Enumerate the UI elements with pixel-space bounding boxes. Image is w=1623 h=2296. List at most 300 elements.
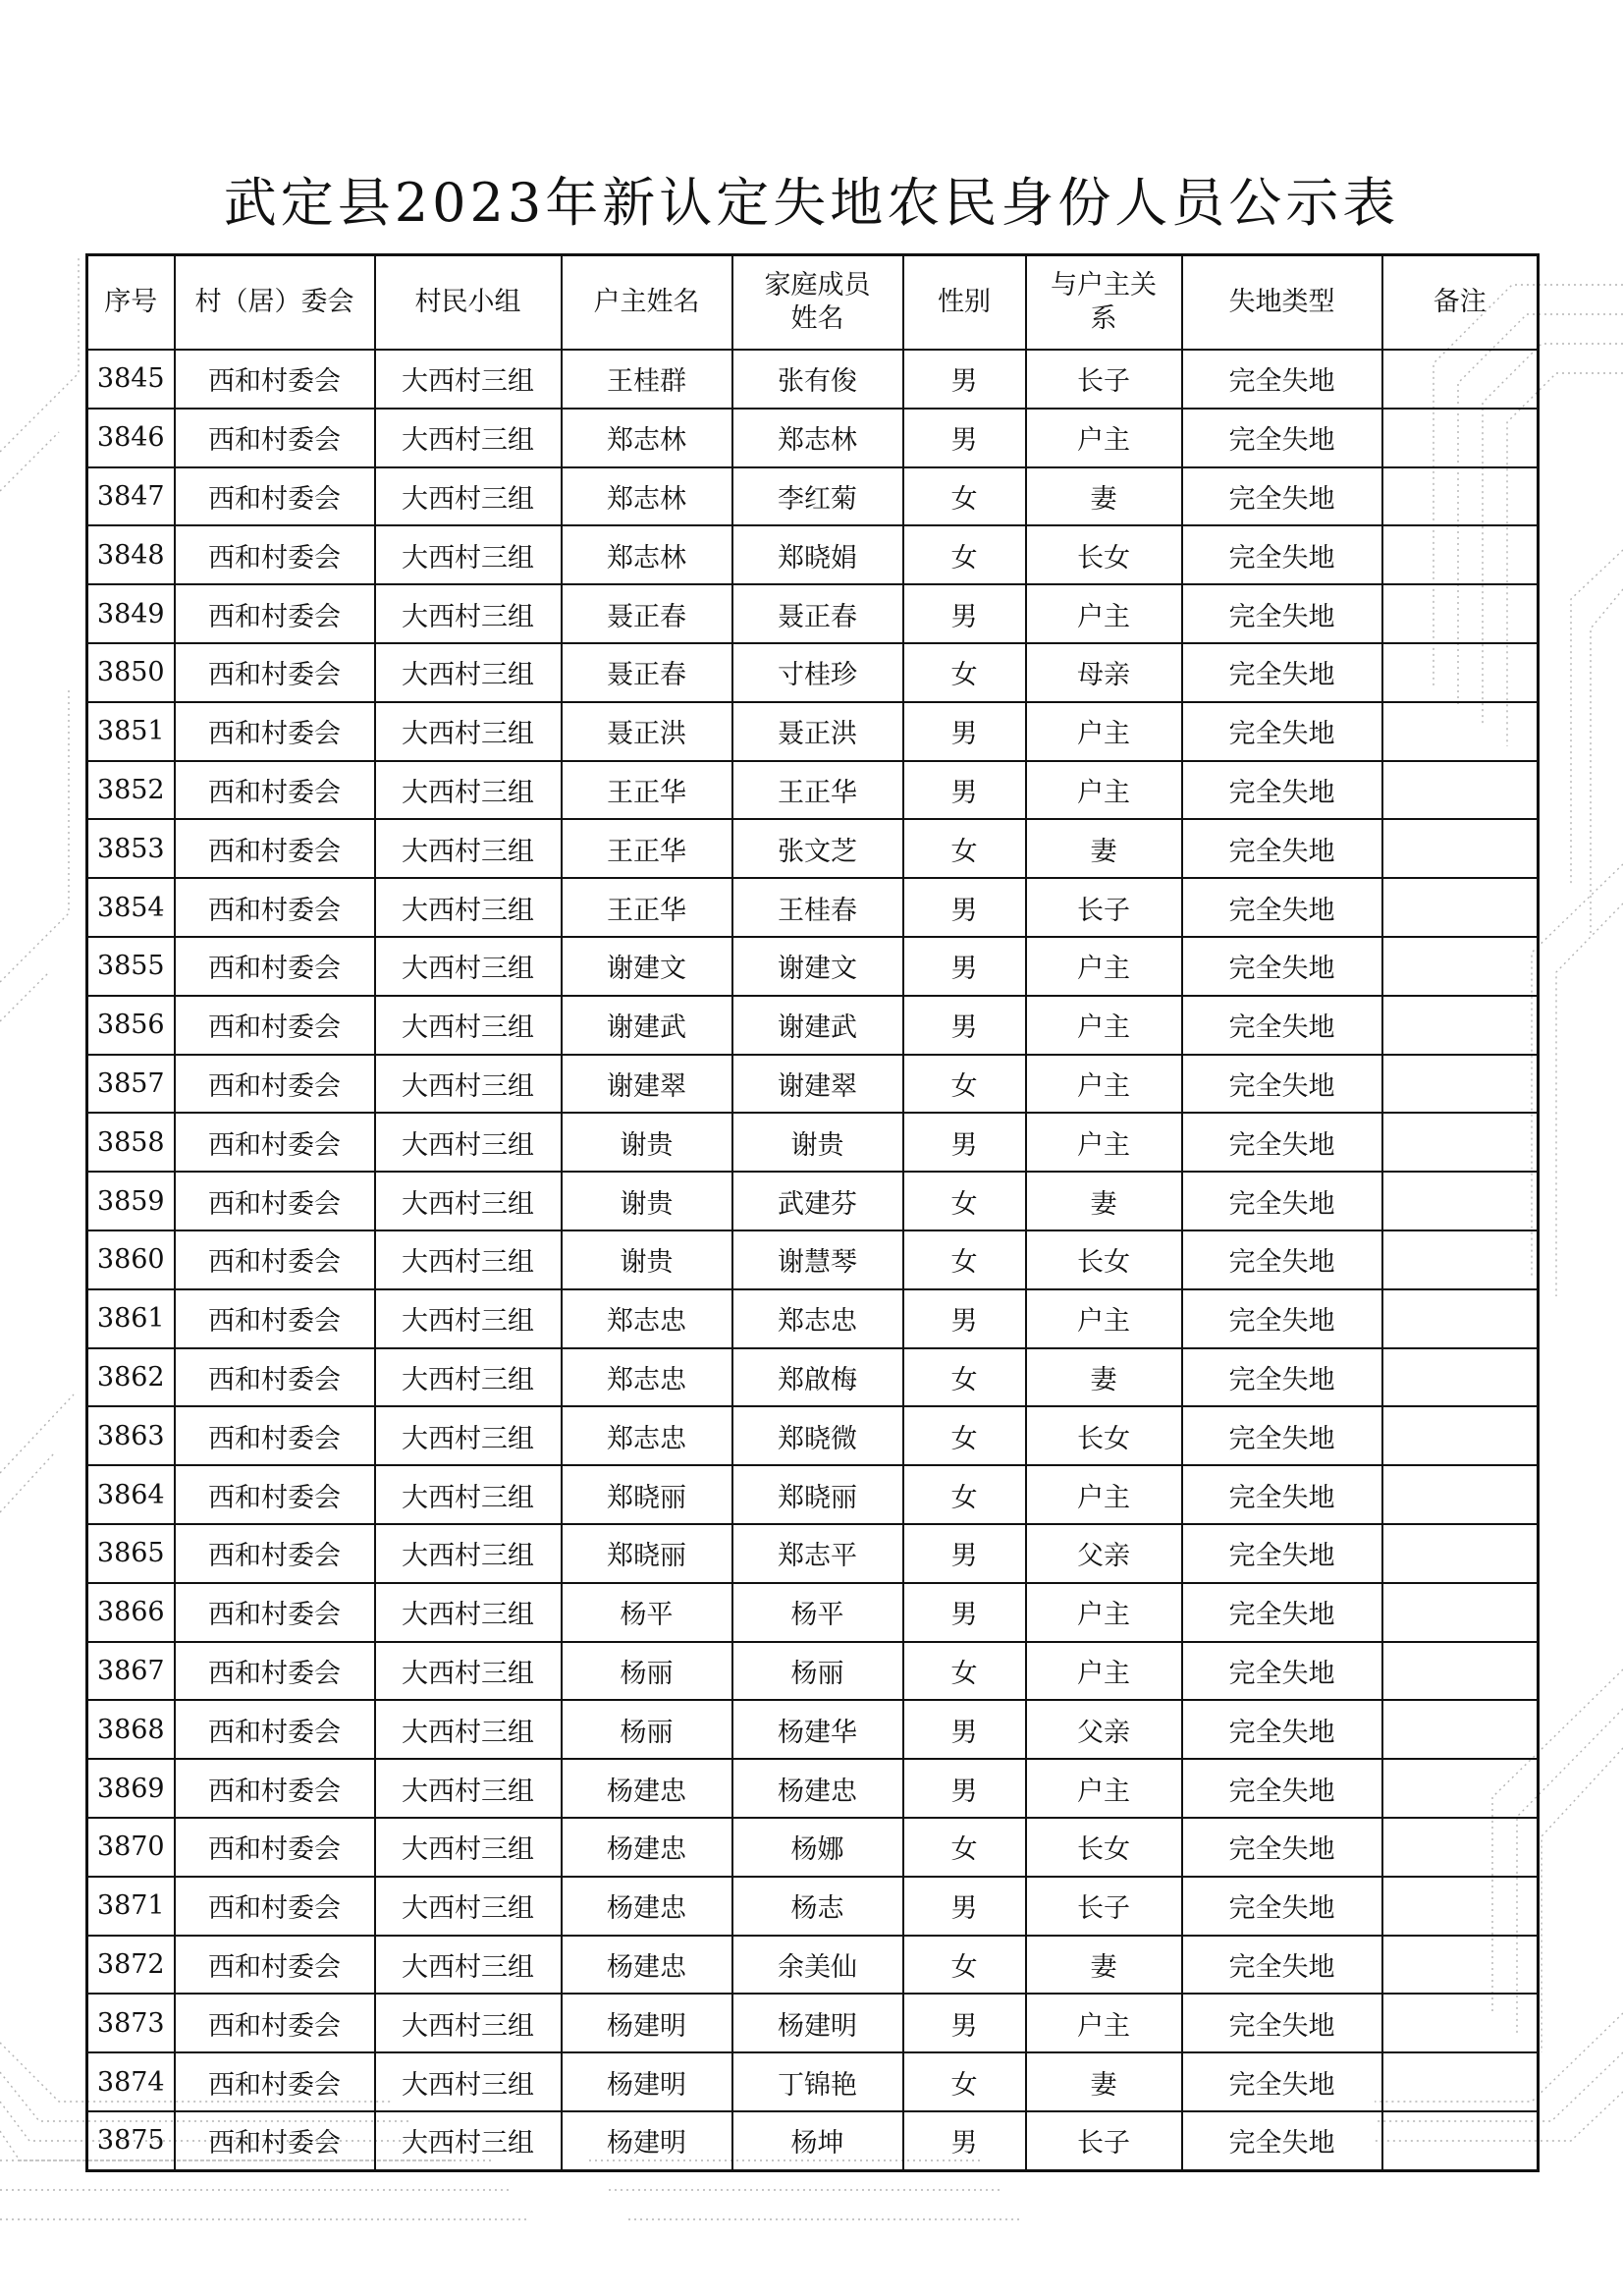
cell-villager-group: 大西村三组 — [375, 643, 562, 702]
table-row — [87, 584, 1539, 643]
cell-village-committee: 西和村委会 — [175, 525, 375, 584]
cell-village-committee: 西和村委会 — [175, 350, 375, 409]
table-row — [87, 1348, 1539, 1407]
cell-member-name: 杨建忠 — [732, 1759, 903, 1818]
cell-remarks — [1382, 1113, 1539, 1172]
table-row — [87, 702, 1539, 761]
cell-member-name: 聂正洪 — [732, 702, 903, 761]
cell-member-name: 杨志 — [732, 1877, 903, 1936]
table-row — [87, 350, 1539, 409]
cell-village-committee: 西和村委会 — [175, 643, 375, 702]
cell-village-committee: 西和村委会 — [175, 1524, 375, 1583]
table-row — [87, 1936, 1539, 1995]
cell-seq: 3853 — [87, 819, 175, 878]
cell-land-loss-type: 完全失地 — [1182, 1465, 1382, 1524]
cell-gender: 女 — [903, 1348, 1026, 1407]
cell-remarks — [1382, 525, 1539, 584]
cell-land-loss-type: 完全失地 — [1182, 1759, 1382, 1818]
cell-householder-name: 郑晓丽 — [562, 1465, 732, 1524]
cell-seq: 3845 — [87, 350, 175, 409]
cell-seq: 3859 — [87, 1172, 175, 1230]
cell-village-committee: 西和村委会 — [175, 1230, 375, 1289]
cell-member-name: 郑啟梅 — [732, 1348, 903, 1407]
announcement-table — [85, 253, 1540, 2172]
cell-householder-name: 谢建文 — [562, 937, 732, 996]
cell-gender: 男 — [903, 2111, 1026, 2170]
cell-remarks — [1382, 1465, 1539, 1524]
cell-relation: 户主 — [1026, 1642, 1182, 1701]
cell-relation: 长女 — [1026, 525, 1182, 584]
cell-villager-group: 大西村三组 — [375, 819, 562, 878]
cell-gender: 女 — [903, 1465, 1026, 1524]
cell-member-name: 杨建华 — [732, 1700, 903, 1759]
cell-member-name: 杨坤 — [732, 2111, 903, 2170]
cell-villager-group: 大西村三组 — [375, 761, 562, 820]
cell-householder-name: 王正华 — [562, 878, 732, 937]
cell-land-loss-type: 完全失地 — [1182, 996, 1382, 1055]
cell-relation: 户主 — [1026, 996, 1182, 1055]
cell-remarks — [1382, 1524, 1539, 1583]
table-row — [87, 1994, 1539, 2052]
table-row — [87, 1289, 1539, 1348]
cell-land-loss-type: 完全失地 — [1182, 1524, 1382, 1583]
cell-seq: 3865 — [87, 1524, 175, 1583]
cell-village-committee: 西和村委会 — [175, 2111, 375, 2170]
cell-relation: 妻 — [1026, 819, 1182, 878]
cell-gender: 男 — [903, 584, 1026, 643]
cell-village-committee: 西和村委会 — [175, 409, 375, 467]
cell-remarks — [1382, 1936, 1539, 1995]
cell-villager-group: 大西村三组 — [375, 1406, 562, 1465]
cell-village-committee: 西和村委会 — [175, 1642, 375, 1701]
cell-villager-group: 大西村三组 — [375, 878, 562, 937]
cell-villager-group: 大西村三组 — [375, 1759, 562, 1818]
cell-remarks — [1382, 467, 1539, 526]
cell-land-loss-type: 完全失地 — [1182, 1406, 1382, 1465]
cell-villager-group: 大西村三组 — [375, 1583, 562, 1642]
header-householder-name: 户主姓名 — [562, 255, 732, 351]
cell-village-committee: 西和村委会 — [175, 761, 375, 820]
cell-land-loss-type: 完全失地 — [1182, 2111, 1382, 2170]
cell-relation: 长子 — [1026, 1877, 1182, 1936]
cell-villager-group: 大西村三组 — [375, 1994, 562, 2052]
cell-relation: 妻 — [1026, 467, 1182, 526]
cell-member-name: 寸桂珍 — [732, 643, 903, 702]
cell-householder-name: 郑志林 — [562, 467, 732, 526]
cell-seq: 3850 — [87, 643, 175, 702]
cell-relation: 妻 — [1026, 1172, 1182, 1230]
header-land-loss-type: 失地类型 — [1182, 255, 1382, 351]
cell-member-name: 谢慧琴 — [732, 1230, 903, 1289]
cell-householder-name: 王桂群 — [562, 350, 732, 409]
cell-land-loss-type: 完全失地 — [1182, 878, 1382, 937]
cell-remarks — [1382, 1289, 1539, 1348]
cell-remarks — [1382, 1759, 1539, 1818]
header-gender: 性别 — [903, 255, 1026, 351]
cell-householder-name: 郑志林 — [562, 525, 732, 584]
table-row — [87, 1406, 1539, 1465]
cell-seq: 3858 — [87, 1113, 175, 1172]
table-row — [87, 761, 1539, 820]
cell-member-name: 谢建文 — [732, 937, 903, 996]
cell-householder-name: 杨建忠 — [562, 1877, 732, 1936]
cell-remarks — [1382, 350, 1539, 409]
cell-village-committee: 西和村委会 — [175, 937, 375, 996]
cell-relation: 长女 — [1026, 1818, 1182, 1877]
cell-relation: 父亲 — [1026, 1700, 1182, 1759]
cell-member-name: 李红菊 — [732, 467, 903, 526]
cell-gender: 男 — [903, 878, 1026, 937]
table-row — [87, 937, 1539, 996]
cell-village-committee: 西和村委会 — [175, 1877, 375, 1936]
cell-remarks — [1382, 1583, 1539, 1642]
cell-gender: 女 — [903, 643, 1026, 702]
cell-gender: 男 — [903, 1759, 1026, 1818]
cell-member-name: 张有俊 — [732, 350, 903, 409]
cell-village-committee: 西和村委会 — [175, 996, 375, 1055]
cell-householder-name: 王正华 — [562, 819, 732, 878]
cell-gender: 男 — [903, 350, 1026, 409]
cell-gender: 男 — [903, 409, 1026, 467]
table-row — [87, 1055, 1539, 1114]
cell-relation: 户主 — [1026, 702, 1182, 761]
cell-villager-group: 大西村三组 — [375, 1877, 562, 1936]
cell-gender: 男 — [903, 937, 1026, 996]
cell-land-loss-type: 完全失地 — [1182, 761, 1382, 820]
cell-relation: 父亲 — [1026, 1524, 1182, 1583]
cell-remarks — [1382, 878, 1539, 937]
cell-villager-group: 大西村三组 — [375, 1055, 562, 1114]
cell-relation: 长女 — [1026, 1406, 1182, 1465]
cell-remarks — [1382, 1172, 1539, 1230]
cell-householder-name: 杨平 — [562, 1583, 732, 1642]
cell-householder-name: 谢贵 — [562, 1230, 732, 1289]
cell-gender: 男 — [903, 761, 1026, 820]
cell-villager-group: 大西村三组 — [375, 2052, 562, 2111]
cell-member-name: 郑志忠 — [732, 1289, 903, 1348]
cell-householder-name: 谢贵 — [562, 1172, 732, 1230]
cell-gender: 女 — [903, 1055, 1026, 1114]
cell-villager-group: 大西村三组 — [375, 1172, 562, 1230]
cell-relation: 户主 — [1026, 1113, 1182, 1172]
cell-gender: 女 — [903, 525, 1026, 584]
cell-land-loss-type: 完全失地 — [1182, 1230, 1382, 1289]
cell-remarks — [1382, 1994, 1539, 2052]
cell-village-committee: 西和村委会 — [175, 702, 375, 761]
cell-remarks — [1382, 1877, 1539, 1936]
header-villager-group: 村民小组 — [375, 255, 562, 351]
cell-land-loss-type: 完全失地 — [1182, 1113, 1382, 1172]
cell-relation: 长女 — [1026, 1230, 1182, 1289]
cell-relation: 长子 — [1026, 878, 1182, 937]
table-row — [87, 1465, 1539, 1524]
table-body — [87, 350, 1539, 2170]
cell-seq: 3868 — [87, 1700, 175, 1759]
cell-remarks — [1382, 996, 1539, 1055]
cell-gender: 男 — [903, 996, 1026, 1055]
cell-seq: 3873 — [87, 1994, 175, 2052]
cell-villager-group: 大西村三组 — [375, 1700, 562, 1759]
cell-householder-name: 聂正春 — [562, 643, 732, 702]
cell-member-name: 余美仙 — [732, 1936, 903, 1995]
cell-village-committee: 西和村委会 — [175, 1994, 375, 2052]
cell-village-committee: 西和村委会 — [175, 467, 375, 526]
cell-seq: 3866 — [87, 1583, 175, 1642]
cell-land-loss-type: 完全失地 — [1182, 702, 1382, 761]
cell-remarks — [1382, 643, 1539, 702]
cell-seq: 3846 — [87, 409, 175, 467]
cell-village-committee: 西和村委会 — [175, 878, 375, 937]
cell-relation: 妻 — [1026, 1936, 1182, 1995]
cell-land-loss-type: 完全失地 — [1182, 1642, 1382, 1701]
cell-member-name: 郑晓娟 — [732, 525, 903, 584]
cell-member-name: 王正华 — [732, 761, 903, 820]
cell-relation: 户主 — [1026, 1994, 1182, 2052]
table-row — [87, 1583, 1539, 1642]
cell-villager-group: 大西村三组 — [375, 584, 562, 643]
page-title: 武定县2023年新认定失地农民身份人员公示表 — [223, 172, 1400, 234]
cell-villager-group: 大西村三组 — [375, 1230, 562, 1289]
cell-villager-group: 大西村三组 — [375, 1348, 562, 1407]
cell-remarks — [1382, 2111, 1539, 2170]
cell-householder-name: 谢建翠 — [562, 1055, 732, 1114]
cell-member-name: 谢贵 — [732, 1113, 903, 1172]
cell-village-committee: 西和村委会 — [175, 1348, 375, 1407]
cell-village-committee: 西和村委会 — [175, 1700, 375, 1759]
cell-village-committee: 西和村委会 — [175, 1172, 375, 1230]
cell-householder-name: 杨建忠 — [562, 1759, 732, 1818]
cell-remarks — [1382, 819, 1539, 878]
cell-land-loss-type: 完全失地 — [1182, 643, 1382, 702]
cell-member-name: 谢建翠 — [732, 1055, 903, 1114]
cell-village-committee: 西和村委会 — [175, 2052, 375, 2111]
cell-villager-group: 大西村三组 — [375, 350, 562, 409]
cell-householder-name: 杨建明 — [562, 2052, 732, 2111]
cell-relation: 户主 — [1026, 1465, 1182, 1524]
cell-gender: 男 — [903, 1700, 1026, 1759]
cell-land-loss-type: 完全失地 — [1182, 2052, 1382, 2111]
cell-land-loss-type: 完全失地 — [1182, 1700, 1382, 1759]
cell-land-loss-type: 完全失地 — [1182, 1818, 1382, 1877]
cell-relation: 户主 — [1026, 1583, 1182, 1642]
cell-land-loss-type: 完全失地 — [1182, 1289, 1382, 1348]
cell-remarks — [1382, 1348, 1539, 1407]
cell-relation: 妻 — [1026, 2052, 1182, 2111]
cell-seq: 3869 — [87, 1759, 175, 1818]
cell-relation: 妻 — [1026, 1348, 1182, 1407]
cell-householder-name: 杨建忠 — [562, 1818, 732, 1877]
cell-member-name: 丁锦艳 — [732, 2052, 903, 2111]
cell-remarks — [1382, 1642, 1539, 1701]
table-row — [87, 1524, 1539, 1583]
cell-gender: 男 — [903, 1524, 1026, 1583]
cell-remarks — [1382, 761, 1539, 820]
table-header-row — [87, 255, 1539, 351]
cell-relation: 长子 — [1026, 2111, 1182, 2170]
cell-seq: 3864 — [87, 1465, 175, 1524]
cell-member-name: 郑晓丽 — [732, 1465, 903, 1524]
cell-village-committee: 西和村委会 — [175, 1759, 375, 1818]
cell-villager-group: 大西村三组 — [375, 1289, 562, 1348]
cell-land-loss-type: 完全失地 — [1182, 1172, 1382, 1230]
cell-villager-group: 大西村三组 — [375, 1936, 562, 1995]
table-row — [87, 2052, 1539, 2111]
cell-village-committee: 西和村委会 — [175, 1113, 375, 1172]
cell-villager-group: 大西村三组 — [375, 937, 562, 996]
cell-householder-name: 郑志忠 — [562, 1289, 732, 1348]
cell-village-committee: 西和村委会 — [175, 1818, 375, 1877]
cell-villager-group: 大西村三组 — [375, 2111, 562, 2170]
cell-remarks — [1382, 584, 1539, 643]
cell-seq: 3851 — [87, 702, 175, 761]
cell-village-committee: 西和村委会 — [175, 1583, 375, 1642]
cell-land-loss-type: 完全失地 — [1182, 819, 1382, 878]
cell-gender: 男 — [903, 1583, 1026, 1642]
cell-remarks — [1382, 1055, 1539, 1114]
table-row — [87, 819, 1539, 878]
cell-gender: 男 — [903, 1289, 1026, 1348]
cell-seq: 3852 — [87, 761, 175, 820]
cell-householder-name: 郑志忠 — [562, 1348, 732, 1407]
cell-seq: 3871 — [87, 1877, 175, 1936]
cell-gender: 女 — [903, 467, 1026, 526]
cell-member-name: 杨平 — [732, 1583, 903, 1642]
cell-householder-name: 郑志忠 — [562, 1406, 732, 1465]
table-row — [87, 1172, 1539, 1230]
cell-seq: 3870 — [87, 1818, 175, 1877]
cell-seq: 3863 — [87, 1406, 175, 1465]
cell-seq: 3849 — [87, 584, 175, 643]
cell-seq: 3867 — [87, 1642, 175, 1701]
cell-remarks — [1382, 1818, 1539, 1877]
table-row — [87, 467, 1539, 526]
cell-land-loss-type: 完全失地 — [1182, 467, 1382, 526]
table-row — [87, 2111, 1539, 2170]
cell-relation: 长子 — [1026, 350, 1182, 409]
cell-member-name: 张文芝 — [732, 819, 903, 878]
cell-villager-group: 大西村三组 — [375, 996, 562, 1055]
cell-member-name: 王桂春 — [732, 878, 903, 937]
cell-member-name: 郑晓微 — [732, 1406, 903, 1465]
cell-householder-name: 聂正洪 — [562, 702, 732, 761]
cell-land-loss-type: 完全失地 — [1182, 525, 1382, 584]
header-member-name: 家庭成员姓名 — [732, 255, 903, 351]
cell-householder-name: 谢建武 — [562, 996, 732, 1055]
cell-village-committee: 西和村委会 — [175, 1465, 375, 1524]
cell-member-name: 郑志林 — [732, 409, 903, 467]
cell-gender: 男 — [903, 1877, 1026, 1936]
cell-village-committee: 西和村委会 — [175, 1406, 375, 1465]
cell-seq: 3847 — [87, 467, 175, 526]
cell-remarks — [1382, 2052, 1539, 2111]
table-row — [87, 1818, 1539, 1877]
cell-relation: 户主 — [1026, 1055, 1182, 1114]
cell-seq: 3854 — [87, 878, 175, 937]
cell-villager-group: 大西村三组 — [375, 1465, 562, 1524]
cell-member-name: 武建芬 — [732, 1172, 903, 1230]
table-row — [87, 409, 1539, 467]
cell-land-loss-type: 完全失地 — [1182, 409, 1382, 467]
cell-remarks — [1382, 409, 1539, 467]
cell-gender: 男 — [903, 702, 1026, 761]
cell-gender: 女 — [903, 819, 1026, 878]
table-row — [87, 1759, 1539, 1818]
cell-relation: 户主 — [1026, 584, 1182, 643]
cell-householder-name: 郑晓丽 — [562, 1524, 732, 1583]
cell-land-loss-type: 完全失地 — [1182, 584, 1382, 643]
cell-land-loss-type: 完全失地 — [1182, 1348, 1382, 1407]
cell-villager-group: 大西村三组 — [375, 1642, 562, 1701]
cell-member-name: 杨娜 — [732, 1818, 903, 1877]
cell-remarks — [1382, 1230, 1539, 1289]
cell-seq: 3874 — [87, 2052, 175, 2111]
cell-seq: 3861 — [87, 1289, 175, 1348]
cell-relation: 户主 — [1026, 1759, 1182, 1818]
cell-land-loss-type: 完全失地 — [1182, 1994, 1382, 2052]
cell-relation: 母亲 — [1026, 643, 1182, 702]
cell-gender: 女 — [903, 1172, 1026, 1230]
header-relation: 与户主关系 — [1026, 255, 1182, 351]
cell-village-committee: 西和村委会 — [175, 584, 375, 643]
cell-land-loss-type: 完全失地 — [1182, 1936, 1382, 1995]
cell-member-name: 杨丽 — [732, 1642, 903, 1701]
cell-householder-name: 杨丽 — [562, 1642, 732, 1701]
table-row — [87, 643, 1539, 702]
cell-seq: 3856 — [87, 996, 175, 1055]
cell-seq: 3848 — [87, 525, 175, 584]
cell-gender: 女 — [903, 1936, 1026, 1995]
cell-remarks — [1382, 702, 1539, 761]
cell-land-loss-type: 完全失地 — [1182, 1877, 1382, 1936]
cell-village-committee: 西和村委会 — [175, 1936, 375, 1995]
cell-seq: 3872 — [87, 1936, 175, 1995]
cell-householder-name: 郑志林 — [562, 409, 732, 467]
table-row — [87, 1877, 1539, 1936]
cell-member-name: 聂正春 — [732, 584, 903, 643]
table-row — [87, 996, 1539, 1055]
cell-gender: 女 — [903, 1818, 1026, 1877]
cell-villager-group: 大西村三组 — [375, 409, 562, 467]
cell-village-committee: 西和村委会 — [175, 1055, 375, 1114]
cell-householder-name: 聂正春 — [562, 584, 732, 643]
cell-remarks — [1382, 937, 1539, 996]
cell-relation: 户主 — [1026, 1289, 1182, 1348]
table-row — [87, 525, 1539, 584]
cell-villager-group: 大西村三组 — [375, 467, 562, 526]
cell-villager-group: 大西村三组 — [375, 1524, 562, 1583]
cell-seq: 3862 — [87, 1348, 175, 1407]
cell-land-loss-type: 完全失地 — [1182, 937, 1382, 996]
cell-member-name: 杨建明 — [732, 1994, 903, 2052]
cell-seq: 3875 — [87, 2111, 175, 2170]
table-row — [87, 1700, 1539, 1759]
cell-householder-name: 杨建明 — [562, 1994, 732, 2052]
header-seq: 序号 — [87, 255, 175, 351]
table-row — [87, 1230, 1539, 1289]
cell-householder-name: 杨丽 — [562, 1700, 732, 1759]
cell-gender: 男 — [903, 1994, 1026, 2052]
header-remarks: 备注 — [1382, 255, 1539, 351]
cell-village-committee: 西和村委会 — [175, 819, 375, 878]
cell-gender: 女 — [903, 2052, 1026, 2111]
cell-member-name: 郑志平 — [732, 1524, 903, 1583]
table-row — [87, 1642, 1539, 1701]
cell-seq: 3857 — [87, 1055, 175, 1114]
table-row — [87, 1113, 1539, 1172]
cell-relation: 户主 — [1026, 409, 1182, 467]
cell-householder-name: 杨建忠 — [562, 1936, 732, 1995]
cell-remarks — [1382, 1406, 1539, 1465]
